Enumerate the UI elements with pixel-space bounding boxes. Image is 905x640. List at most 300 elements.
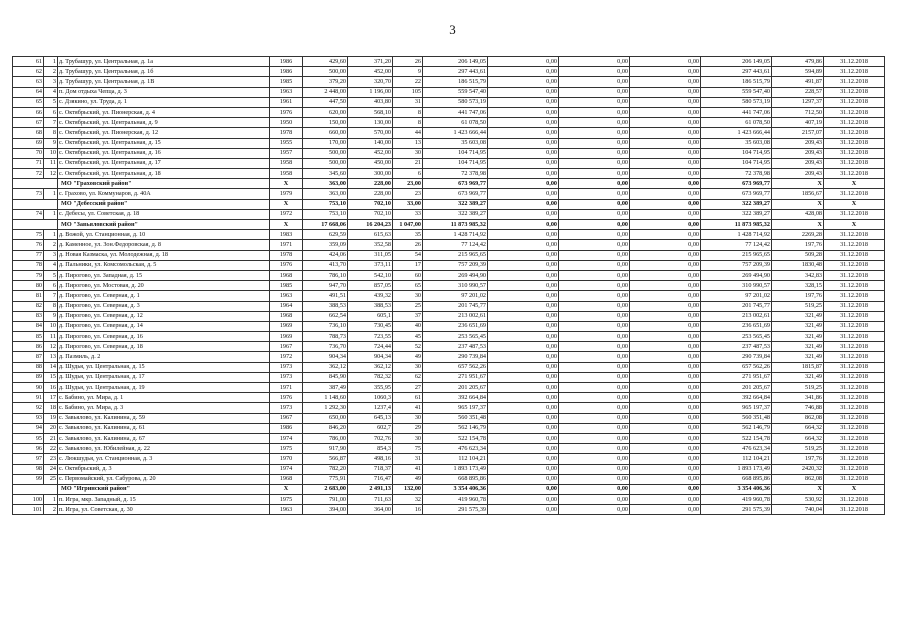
cell-total: 917,90 <box>303 444 348 454</box>
cell-c3: 0,00 <box>630 505 701 515</box>
year-built: X <box>270 220 303 230</box>
sub-number: 1 <box>44 189 58 199</box>
row-number: 98 <box>13 464 44 474</box>
cell-res: 22 <box>393 77 423 87</box>
address: с. Завьялово, ул. Юбилейная, д. 22 <box>58 444 270 454</box>
cell-total: 660,00 <box>303 128 348 138</box>
sub-number: 4 <box>44 87 58 97</box>
cell-c4: 657 562,26 <box>701 362 772 372</box>
year-built: 1955 <box>270 138 303 148</box>
cell-living: 452,00 <box>348 67 393 77</box>
address: с. Октябрьский, ул. Пионерская, д. 4 <box>58 107 270 117</box>
cell-c4: 1 423 666,44 <box>701 128 772 138</box>
row-number: 81 <box>13 291 44 301</box>
cell-living: 615,63 <box>348 230 393 240</box>
cell-c2: 0,00 <box>559 138 630 148</box>
cell-living: 320,70 <box>348 77 393 87</box>
cell-c2: 0,00 <box>559 505 630 515</box>
cell-c1: 0,00 <box>488 179 559 189</box>
cell-cost: 522 154,78 <box>423 433 488 443</box>
cell-unit: X <box>772 179 824 189</box>
deadline-date: 31.12.2018 <box>824 77 885 87</box>
sub-number: 1 <box>44 495 58 505</box>
cell-c4: 104 714,95 <box>701 158 772 168</box>
address: д. Трубашур, ул. Центральная, д. 1а <box>58 57 270 67</box>
address: д. Пирогово, ул. Западная, д. 15 <box>58 270 270 280</box>
deadline-date: 31.12.2018 <box>824 148 885 158</box>
cell-living: 452,00 <box>348 148 393 158</box>
cell-c2: 0,00 <box>559 342 630 352</box>
cell-c4: 97 201,02 <box>701 291 772 301</box>
cell-c1: 0,00 <box>488 189 559 199</box>
cell-c2: 0,00 <box>559 393 630 403</box>
cell-c3: 0,00 <box>630 260 701 270</box>
cell-c3: 0,00 <box>630 393 701 403</box>
row-number: 88 <box>13 362 44 372</box>
cell-c1: 0,00 <box>488 505 559 515</box>
cell-unit: 519,25 <box>772 444 824 454</box>
cell-living: 311,05 <box>348 250 393 260</box>
deadline-date: 31.12.2018 <box>824 87 885 97</box>
table-row <box>13 240 885 250</box>
sub-number: 5 <box>44 270 58 280</box>
year-built: 1972 <box>270 209 303 219</box>
row-number: 87 <box>13 352 44 362</box>
cell-living: 645,13 <box>348 413 393 423</box>
table-row <box>13 372 885 382</box>
cell-res: 23 <box>393 189 423 199</box>
cell-c1: 0,00 <box>488 128 559 138</box>
year-built: 1971 <box>270 240 303 250</box>
deadline-date: 31.12.2018 <box>824 67 885 77</box>
cell-res: 1 047,00 <box>393 220 423 230</box>
cell-res: 13 <box>393 138 423 148</box>
cell-c3: 0,00 <box>630 281 701 291</box>
row-number: 97 <box>13 454 44 464</box>
address: п. Игра, ул. Советская, д. 30 <box>58 505 270 515</box>
table-row <box>13 352 885 362</box>
cell-c3: 0,00 <box>630 454 701 464</box>
table-row <box>13 107 885 117</box>
cell-living: 450,00 <box>348 158 393 168</box>
year-built: 1964 <box>270 301 303 311</box>
table-row <box>13 342 885 352</box>
row-number: 74 <box>13 209 44 219</box>
row-number: 99 <box>13 474 44 484</box>
cell-c2: 0,00 <box>559 403 630 413</box>
cell-cost: 215 965,65 <box>423 250 488 260</box>
cell-living: 1060,3 <box>348 393 393 403</box>
cell-living: 542,10 <box>348 270 393 280</box>
cell-cost: 559 547,40 <box>423 87 488 97</box>
cell-unit: 328,15 <box>772 281 824 291</box>
cell-total: 1 148,60 <box>303 393 348 403</box>
address: д. Пирогово, ул. Северная, д. 16 <box>58 332 270 342</box>
cell-res: 52 <box>393 342 423 352</box>
year-built: 1950 <box>270 118 303 128</box>
cell-c4: 35 603,08 <box>701 138 772 148</box>
deadline-date: 31.12.2018 <box>824 444 885 454</box>
year-built: 1963 <box>270 291 303 301</box>
cell-total: 775,91 <box>303 474 348 484</box>
cell-c2: 0,00 <box>559 169 630 179</box>
cell-unit: 712,50 <box>772 107 824 117</box>
cell-c3: 0,00 <box>630 107 701 117</box>
cell-living: 711,63 <box>348 495 393 505</box>
cell-c4: 560 351,48 <box>701 413 772 423</box>
cell-c2: 0,00 <box>559 495 630 505</box>
deadline-date: 31.12.2018 <box>824 128 885 138</box>
cell-unit: 407,19 <box>772 118 824 128</box>
cell-total: 170,00 <box>303 138 348 148</box>
cell-c3: 0,00 <box>630 321 701 331</box>
deadline-date: 31.12.2018 <box>824 464 885 474</box>
cell-c2: 0,00 <box>559 250 630 260</box>
table-row <box>13 393 885 403</box>
cell-cost: 476 623,34 <box>423 444 488 454</box>
address: д. Пирогово, ул. Северная, д. 1 <box>58 291 270 301</box>
cell-living: 568,10 <box>348 107 393 117</box>
cell-total: 650,00 <box>303 413 348 423</box>
cell-c4: 392 664,84 <box>701 393 772 403</box>
cell-cost: 419 960,78 <box>423 495 488 505</box>
cell-c1: 0,00 <box>488 495 559 505</box>
year-built: 1968 <box>270 270 303 280</box>
table-row <box>13 77 885 87</box>
row-number: 73 <box>13 189 44 199</box>
municipality-subtotal-row <box>13 484 885 494</box>
sub-number: 10 <box>44 148 58 158</box>
row-number: 79 <box>13 270 44 280</box>
cell-c4: 562 146,79 <box>701 423 772 433</box>
cell-living: 702,10 <box>348 199 393 209</box>
deadline-date: X <box>824 484 885 494</box>
cell-c1: 0,00 <box>488 220 559 230</box>
cell-c3: 0,00 <box>630 87 701 97</box>
municipality-name: МО "Дебесский район" <box>58 199 270 209</box>
row-number: 77 <box>13 250 44 260</box>
table-row <box>13 189 885 199</box>
cell-c4: 1 893 173,49 <box>701 464 772 474</box>
cell-c1: 0,00 <box>488 148 559 158</box>
cell-res: 17 <box>393 260 423 270</box>
address: с. Завьялово, ул. Калинина, д. 61 <box>58 423 270 433</box>
cell-c4: 310 990,57 <box>701 281 772 291</box>
year-built: 1983 <box>270 230 303 240</box>
cell-c4: 206 149,05 <box>701 57 772 67</box>
row-number: 92 <box>13 403 44 413</box>
deadline-date: 31.12.2018 <box>824 383 885 393</box>
cell-c2: 0,00 <box>559 321 630 331</box>
cell-cost: 322 389,27 <box>423 199 488 209</box>
cell-unit: 342,83 <box>772 270 824 280</box>
cell-c2: 0,00 <box>559 484 630 494</box>
cell-total: 413,70 <box>303 260 348 270</box>
cell-c4: 297 443,61 <box>701 67 772 77</box>
cell-living: 371,20 <box>348 57 393 67</box>
sub-number: 2 <box>44 505 58 515</box>
address: с. Бабино, ул. Мира, д. 3 <box>58 403 270 413</box>
cell-c2: 0,00 <box>559 240 630 250</box>
cell-unit: 428,08 <box>772 209 824 219</box>
cell-cost: 201 745,77 <box>423 301 488 311</box>
cell-total: 362,12 <box>303 362 348 372</box>
row-number: 89 <box>13 372 44 382</box>
cell-c2: 0,00 <box>559 454 630 464</box>
year-built: 1985 <box>270 281 303 291</box>
cell-total: 629,59 <box>303 230 348 240</box>
year-built: 1972 <box>270 352 303 362</box>
cell-living: 716,47 <box>348 474 393 484</box>
year-built: 1961 <box>270 97 303 107</box>
deadline-date: 31.12.2018 <box>824 393 885 403</box>
cell-cost: 673 969,77 <box>423 179 488 189</box>
cell-c2: 0,00 <box>559 148 630 158</box>
sub-number: 5 <box>44 97 58 107</box>
cell-cost: 290 739,84 <box>423 352 488 362</box>
sub-number: 1 <box>44 209 58 219</box>
sub-number: 3 <box>44 250 58 260</box>
cell-c3: 0,00 <box>630 250 701 260</box>
cell-c2: 0,00 <box>559 158 630 168</box>
cell-c3: 0,00 <box>630 403 701 413</box>
year-built: 1969 <box>270 321 303 331</box>
cell-unit: 2269,28 <box>772 230 824 240</box>
address: с. Дзякино, ул. Труда, д. 1 <box>58 97 270 107</box>
address: с. Бабино, ул. Мира, д. 1 <box>58 393 270 403</box>
cell-unit: 519,25 <box>772 301 824 311</box>
table-row <box>13 209 885 219</box>
year-built: X <box>270 179 303 189</box>
cell-total: 388,53 <box>303 301 348 311</box>
cell-c3: 0,00 <box>630 291 701 301</box>
cell-c4: 201 745,77 <box>701 301 772 311</box>
deadline-date: 31.12.2018 <box>824 230 885 240</box>
cell-c4: 237 487,53 <box>701 342 772 352</box>
table-row <box>13 291 885 301</box>
cell-c4: 112 104,21 <box>701 454 772 464</box>
year-built: 1968 <box>270 474 303 484</box>
cell-c3: 0,00 <box>630 148 701 158</box>
cell-c4: 3 354 406,36 <box>701 484 772 494</box>
cell-living: 352,58 <box>348 240 393 250</box>
cell-c3: 0,00 <box>630 332 701 342</box>
cell-c4: 291 575,39 <box>701 505 772 515</box>
table-row <box>13 464 885 474</box>
deadline-date: 31.12.2018 <box>824 138 885 148</box>
cell-c2: 0,00 <box>559 107 630 117</box>
cell-cost: 61 078,50 <box>423 118 488 128</box>
cell-cost: 253 565,45 <box>423 332 488 342</box>
cell-living: 228,00 <box>348 179 393 189</box>
cell-cost: 1 428 714,92 <box>423 230 488 240</box>
table-row <box>13 57 885 67</box>
sub-number: 12 <box>44 342 58 352</box>
year-built: 1979 <box>270 189 303 199</box>
cell-total: 662,54 <box>303 311 348 321</box>
cell-res: 75 <box>393 444 423 454</box>
row-number: 80 <box>13 281 44 291</box>
cell-unit: 321,49 <box>772 332 824 342</box>
cell-cost: 291 575,39 <box>423 505 488 515</box>
cell-living: 364,00 <box>348 505 393 515</box>
deadline-date: 31.12.2018 <box>824 250 885 260</box>
cell-c2: 0,00 <box>559 97 630 107</box>
cell-c1: 0,00 <box>488 118 559 128</box>
cell-unit: 664,32 <box>772 433 824 443</box>
cell-res: 16 <box>393 505 423 515</box>
address: с. Грахово, ул. Коммунаров, д. 40А <box>58 189 270 199</box>
deadline-date: 31.12.2018 <box>824 423 885 433</box>
cell-c4: 476 623,34 <box>701 444 772 454</box>
cell-c3: 0,00 <box>630 220 701 230</box>
sub-number: 21 <box>44 433 58 443</box>
cell-res: 45 <box>393 332 423 342</box>
cell-total: 363,00 <box>303 179 348 189</box>
address: д. Пирогово, ул. Северная, д. 14 <box>58 321 270 331</box>
cell-c4: 673 969,77 <box>701 179 772 189</box>
cell-cost: 72 378,98 <box>423 169 488 179</box>
sub-number: 2 <box>44 240 58 250</box>
sub-number: 14 <box>44 362 58 372</box>
cell-c1: 0,00 <box>488 169 559 179</box>
cell-living: 570,00 <box>348 128 393 138</box>
row-number: 95 <box>13 433 44 443</box>
cell-cost: 3 354 406,36 <box>423 484 488 494</box>
cell-unit: 530,92 <box>772 495 824 505</box>
cell-c4: 11 873 985,32 <box>701 220 772 230</box>
cell-c4: 322 389,27 <box>701 209 772 219</box>
address: д. Трубашур, ул. Центральная, д. 1В <box>58 77 270 87</box>
cell-c2: 0,00 <box>559 270 630 280</box>
table-row <box>13 433 885 443</box>
cell-c1: 0,00 <box>488 199 559 209</box>
cell-res: 33 <box>393 209 423 219</box>
cell-total: 394,00 <box>303 505 348 515</box>
cell-total: 379,20 <box>303 77 348 87</box>
cell-living: 718,37 <box>348 464 393 474</box>
cell-c4: 580 573,19 <box>701 97 772 107</box>
cell-c2: 0,00 <box>559 57 630 67</box>
cell-c3: 0,00 <box>630 270 701 280</box>
cell-c1: 0,00 <box>488 77 559 87</box>
cell-total: 500,00 <box>303 148 348 158</box>
year-built: X <box>270 199 303 209</box>
cell-c3: 0,00 <box>630 474 701 484</box>
cell-c3: 0,00 <box>630 57 701 67</box>
cell-unit: 321,49 <box>772 342 824 352</box>
address: д. Пазмиль, д. 2 <box>58 352 270 362</box>
deadline-date: 31.12.2018 <box>824 240 885 250</box>
deadline-date: 31.12.2018 <box>824 291 885 301</box>
cell-total: 904,34 <box>303 352 348 362</box>
municipality-name: МО "Грахoвский район" <box>58 179 270 189</box>
cell-c3: 0,00 <box>630 158 701 168</box>
cell-c3: 0,00 <box>630 209 701 219</box>
row-number: 84 <box>13 321 44 331</box>
cell-c4: 72 378,98 <box>701 169 772 179</box>
cell-c2: 0,00 <box>559 128 630 138</box>
table-row <box>13 97 885 107</box>
empty-cell <box>13 220 58 230</box>
cell-res: 35 <box>393 230 423 240</box>
table-row <box>13 332 885 342</box>
cell-c1: 0,00 <box>488 383 559 393</box>
cell-res: 54 <box>393 250 423 260</box>
year-built: 1963 <box>270 505 303 515</box>
cell-unit: 1815,87 <box>772 362 824 372</box>
cell-cost: 269 494,90 <box>423 270 488 280</box>
year-built: 1976 <box>270 260 303 270</box>
cell-c3: 0,00 <box>630 383 701 393</box>
cell-total: 17 668,06 <box>303 220 348 230</box>
cell-c4: 269 494,90 <box>701 270 772 280</box>
cell-c4: 668 895,86 <box>701 474 772 484</box>
cell-c4: 290 739,84 <box>701 352 772 362</box>
row-number: 85 <box>13 332 44 342</box>
cell-living: 388,53 <box>348 301 393 311</box>
deadline-date: 31.12.2018 <box>824 169 885 179</box>
cell-cost: 11 873 985,32 <box>423 220 488 230</box>
year-built: 1958 <box>270 169 303 179</box>
row-number: 86 <box>13 342 44 352</box>
cell-c2: 0,00 <box>559 423 630 433</box>
cell-living: 130,00 <box>348 118 393 128</box>
cell-c3: 0,00 <box>630 199 701 209</box>
cell-unit: X <box>772 484 824 494</box>
cell-cost: 673 969,77 <box>423 189 488 199</box>
cell-res: 26 <box>393 57 423 67</box>
cell-unit: 746,88 <box>772 403 824 413</box>
address: с. Завьялово, ул. Калинина, д. 67 <box>58 433 270 443</box>
cell-c3: 0,00 <box>630 169 701 179</box>
cell-res: 60 <box>393 270 423 280</box>
cell-c4: 965 197,37 <box>701 403 772 413</box>
sub-number: 1 <box>44 230 58 240</box>
cell-unit: 862,08 <box>772 474 824 484</box>
row-number: 67 <box>13 118 44 128</box>
table-row <box>13 260 885 270</box>
address: с. Октябрьский, ул. Центральная, д. 17 <box>58 158 270 168</box>
cell-unit: X <box>772 199 824 209</box>
table-row <box>13 67 885 77</box>
cell-total: 786,10 <box>303 270 348 280</box>
deadline-date: 31.12.2018 <box>824 362 885 372</box>
cell-cost: 392 664,84 <box>423 393 488 403</box>
cell-living: 2 491,13 <box>348 484 393 494</box>
cell-c2: 0,00 <box>559 189 630 199</box>
cell-total: 500,00 <box>303 67 348 77</box>
sub-number: 6 <box>44 281 58 291</box>
cell-total: 424,06 <box>303 250 348 260</box>
cell-c3: 0,00 <box>630 372 701 382</box>
address: п. Дом отдыха Чепца, д. 3 <box>58 87 270 97</box>
cell-c3: 0,00 <box>630 444 701 454</box>
address: д. Пальники, ул. Комсомольская, д. 5 <box>58 260 270 270</box>
cell-c1: 0,00 <box>488 464 559 474</box>
year-built: 1970 <box>270 454 303 464</box>
cell-c1: 0,00 <box>488 362 559 372</box>
table-row <box>13 250 885 260</box>
cell-living: 1 196,00 <box>348 87 393 97</box>
deadline-date: 31.12.2018 <box>824 57 885 67</box>
cell-cost: 35 603,08 <box>423 138 488 148</box>
cell-total: 846,20 <box>303 423 348 433</box>
cell-cost: 757 209,39 <box>423 260 488 270</box>
cell-living: 857,05 <box>348 281 393 291</box>
year-built: 1976 <box>270 107 303 117</box>
sub-number: 4 <box>44 260 58 270</box>
